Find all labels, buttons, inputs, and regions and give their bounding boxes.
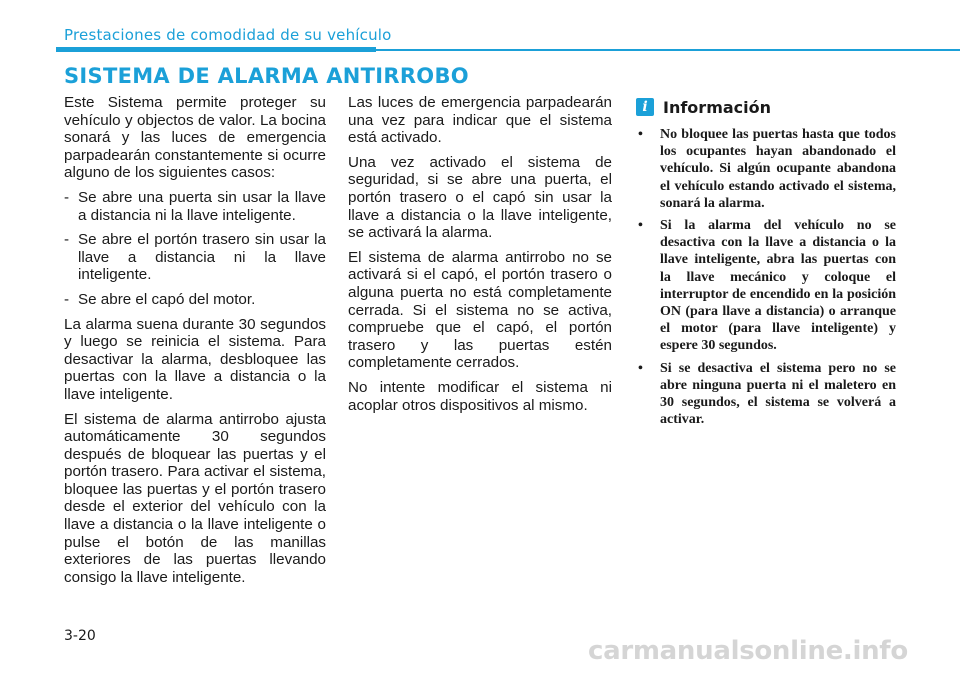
list-item bbox=[64, 189, 326, 224]
dash-marker: - bbox=[64, 231, 70, 249]
list-item-text: Se abre el capó del motor. bbox=[78, 290, 256, 308]
watermark: carmanualsonline.info bbox=[588, 636, 908, 666]
info-list bbox=[636, 126, 896, 428]
list-item-text: Si se desactiva el sistema pero no se abre ninguna puerta ni el maletero en 30 segundos, el sistema se volverá a activar. bbox=[660, 360, 896, 428]
dash-marker: - bbox=[64, 188, 70, 206]
paragraph: La alarma suena durante 30 segundos y luego se reinicia el sistema. Para desactivar la alarma, desbloquee las puertas con la llave a distancia o la llave inteligente. bbox=[64, 315, 326, 403]
info-title: Información bbox=[663, 97, 772, 117]
dash-marker: - bbox=[64, 290, 70, 308]
section-title: SISTEMA DE ALARMA ANTIRROBO bbox=[64, 64, 469, 88]
paragraph: Una vez activado el sistema de seguridad, si se abre una puerta, el portón trasero o el capó sin usar la llave a distancia o la llave inteligente, se activará la alarma. bbox=[348, 153, 612, 242]
column-middle bbox=[348, 94, 612, 421]
column-left bbox=[64, 94, 326, 593]
list-item-text: Se abre el portón trasero sin usar la llave a distancia ni la llave inteligente. bbox=[78, 231, 326, 284]
list-item bbox=[636, 217, 896, 355]
header-rule-thick bbox=[56, 47, 376, 52]
paragraph: No intente modificar el sistema ni acoplar otros dispositivos al mismo. bbox=[348, 378, 612, 414]
list-item-text: Si la alarma del vehículo no se desactiva con la llave a distancia o la llave inteligente, abra las puertas con la llave mecánico y coloque el interruptor de encendido en la posición ON (para llave a distancia) o arranque el motor (para llave inteligente) y espere 30 segundos. bbox=[660, 218, 896, 354]
page-number: 3-20 bbox=[64, 628, 96, 644]
paragraph: Las luces de emergencia parpadearán una vez para indicar que el sistema está activado. bbox=[348, 94, 612, 147]
chapter-title: Prestaciones de comodidad de su vehículo bbox=[64, 26, 392, 44]
info-header bbox=[636, 94, 896, 120]
bullet-marker: • bbox=[638, 127, 643, 142]
info-box bbox=[636, 94, 896, 433]
list-item-text: No bloquee las puertas hasta que todos los ocupantes hayan abandonado el vehículo. Si algún ocupante abandona el vehículo estando activado el sistema, sonará la alarma. bbox=[660, 127, 896, 211]
paragraph: El sistema de alarma antirrobo ajusta automáticamente 30 segundos después de bloquear las puertas y el portón trasero. Para activar el sistema, bloquee las puertas y el portón trasero desde el exterior del vehículo con la llave a distancia o la llave inteligente o pulse el botón de las manillas exteriores de las puertas llevando consigo la llave inteligente. bbox=[64, 410, 326, 586]
header-rule-thin bbox=[376, 49, 960, 51]
bullet-marker: • bbox=[638, 360, 643, 376]
list-item bbox=[636, 360, 896, 429]
info-icon: i bbox=[636, 98, 654, 116]
bullet-marker: • bbox=[638, 218, 643, 234]
list-item bbox=[64, 291, 326, 309]
paragraph: El sistema de alarma antirrobo no se activará si el capó, el portón trasero o alguna puerta no está completamente cerrada. Si el sistema no se activa, compruebe que el capó, el portón trasero y las puertas estén completamente cerrados. bbox=[348, 248, 612, 372]
paragraph: Este Sistema permite proteger su vehículo y objectos de valor. La bocina sonará y las luces de emergencia parpadearán constantemente si ocurre alguno de los siguientes casos: bbox=[64, 94, 326, 182]
list-item bbox=[64, 231, 326, 284]
list-item-text: Se abre una puerta sin usar la llave a distancia ni la llave inteligente. bbox=[78, 188, 326, 224]
list-item bbox=[636, 126, 896, 212]
